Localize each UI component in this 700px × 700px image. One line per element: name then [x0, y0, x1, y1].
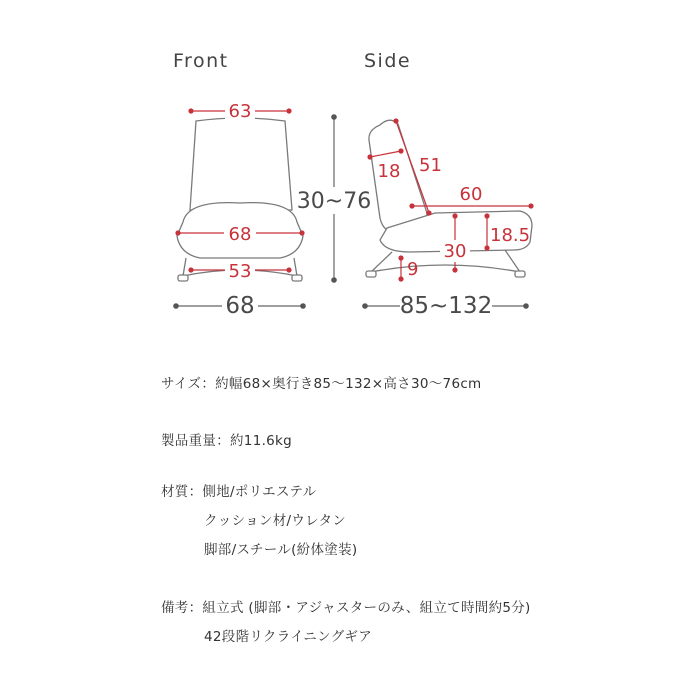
spec-notes-line-1: 組立式 (脚部・アジャスターのみ、組立て時間約5分) [202, 600, 531, 616]
spec-size-value: 約幅68×奥行き85～132×高さ30～76cm [215, 376, 482, 392]
front-view-label: Front [173, 50, 229, 72]
side-leg-height: 9 [407, 259, 419, 280]
spec-weight [161, 429, 292, 449]
spec-size [161, 372, 482, 392]
spec-material-line-3: 脚部/スチール(紛体塗装) [204, 542, 358, 558]
side-back-length: 51 [419, 155, 442, 176]
spec-material-label: 材質： [161, 484, 203, 500]
front-overall-width: 68 [225, 293, 255, 319]
spec-material-line-1: 側地/ポリエステル [202, 484, 317, 500]
front-backrest-width: 63 [228, 101, 252, 122]
overall-height: 30~76 [296, 189, 372, 214]
spec-notes-label: 備考： [161, 600, 203, 616]
side-overall-depth: 85~132 [399, 293, 493, 319]
spec-material [161, 480, 316, 500]
front-leg-span: 53 [228, 261, 252, 282]
spec-notes [161, 596, 531, 616]
spec-size-label: サイズ： [161, 376, 216, 392]
front-chair-drawing [177, 118, 303, 281]
spec-weight-value: 約11.6kg [230, 433, 293, 449]
spec-notes-line-2: 42段階リクライニングギア [204, 629, 373, 645]
side-view-label: Side [364, 50, 412, 72]
side-seat-depth: 60 [459, 184, 483, 205]
side-footrest-height: 18.5 [490, 225, 531, 246]
side-seat-height: 30 [443, 241, 467, 262]
spec-material-line-2: クッション材/ウレタン [204, 513, 347, 529]
side-headrest: 18 [377, 161, 401, 182]
spec-weight-label: 製品重量： [161, 433, 230, 449]
front-seat-width: 68 [228, 224, 252, 245]
